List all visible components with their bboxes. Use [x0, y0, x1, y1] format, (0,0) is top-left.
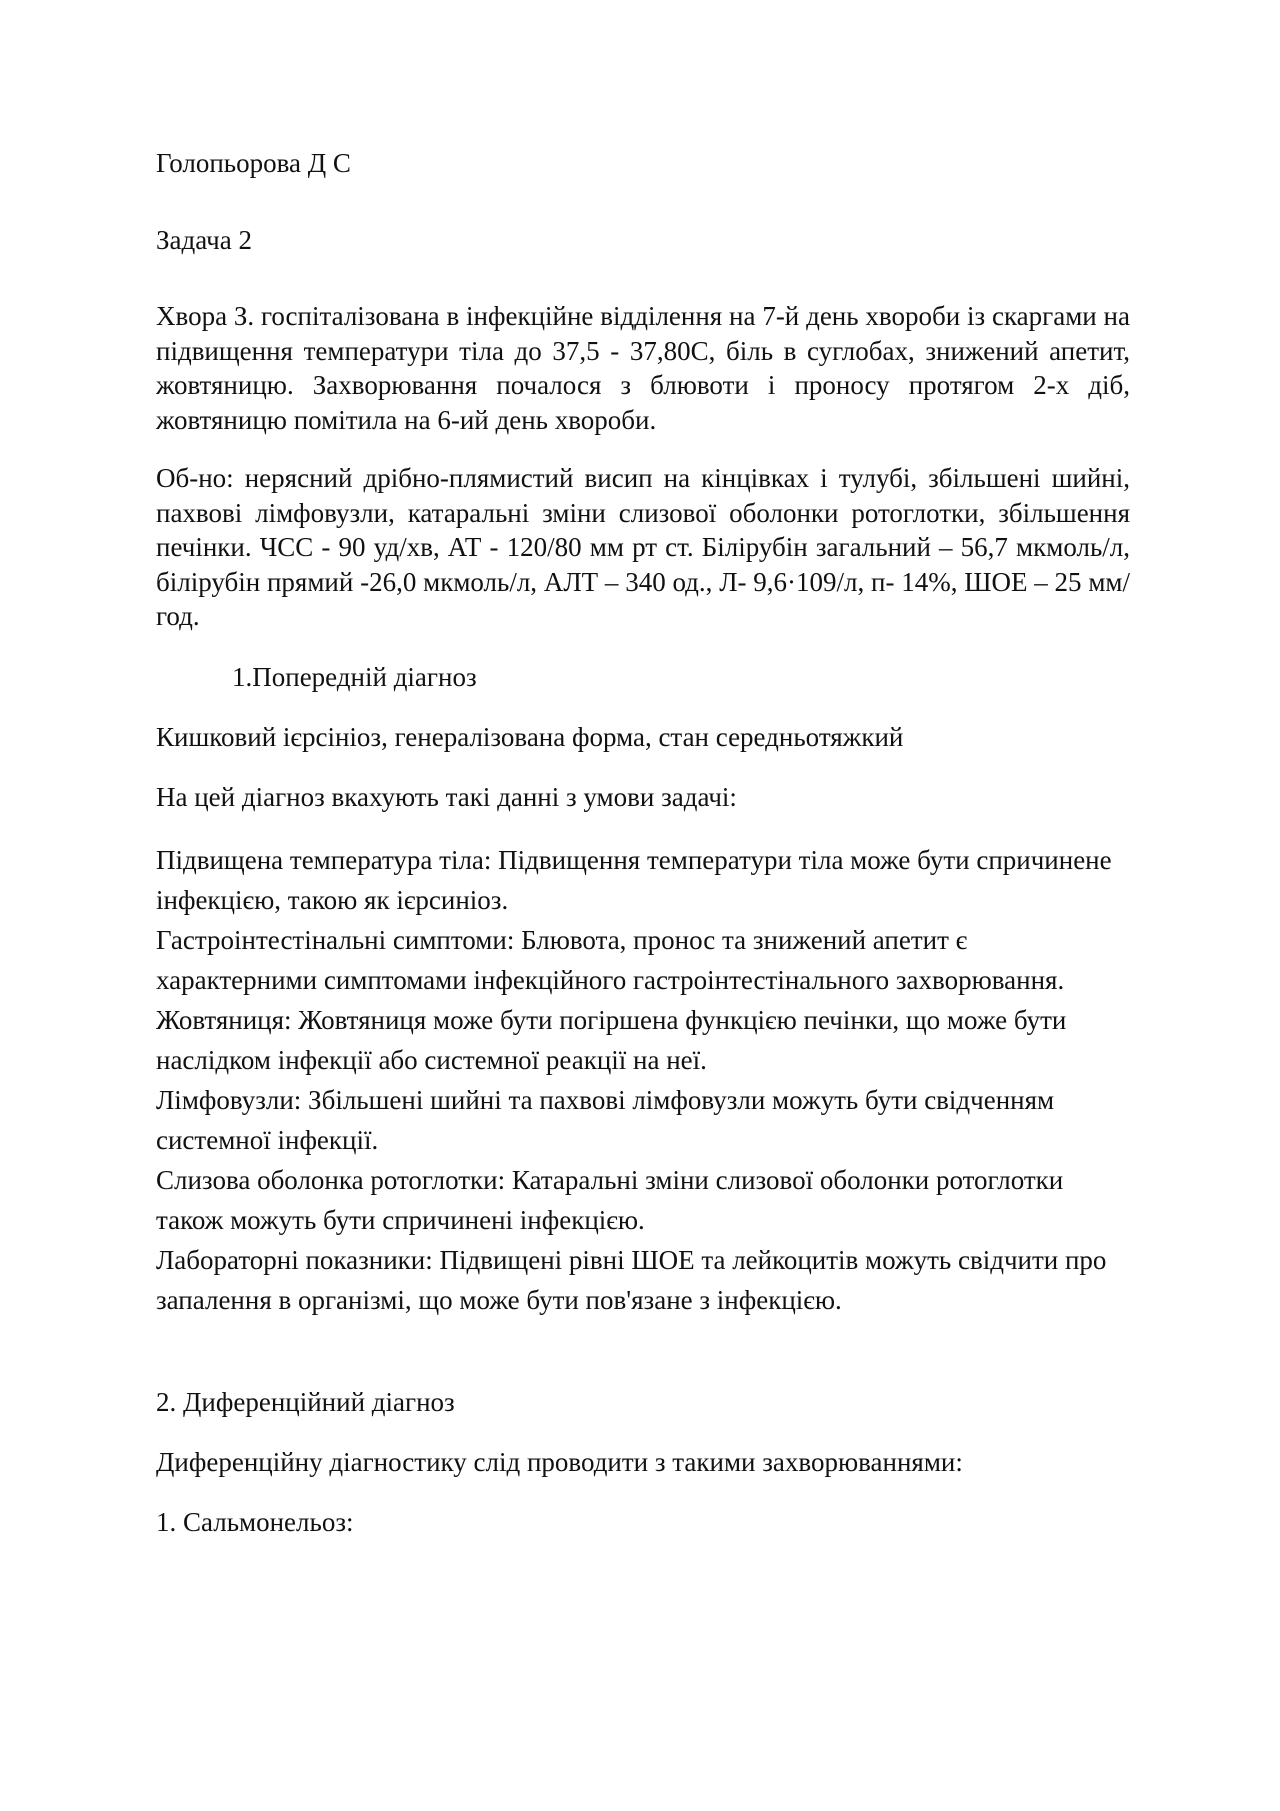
supporting-points-list: [156, 840, 1130, 1320]
spacer: [156, 634, 1130, 660]
spacer: [156, 814, 1130, 840]
spacer: [156, 1320, 1130, 1385]
differential-intro: Диференційну діагностику слід проводити з такими захворюваннями:: [156, 1446, 963, 1477]
spacer: [156, 694, 1130, 720]
spacer: [156, 180, 1130, 223]
differential-item: 1. Сальмонельоз:: [156, 1506, 354, 1537]
supporting-intro: На цей діагноз вкахують такі данні з умови задачі:: [156, 781, 737, 812]
task-title: Задача 2: [156, 225, 252, 255]
supporting-point: Жовтяниця: Жовтяниця може бути погіршена функцією печінки, що може бути наслідком інфекції або системної реакції на неї.: [156, 1004, 1067, 1075]
spacer: [156, 754, 1130, 780]
supporting-point: Слизова оболонка ротоглотки: Катаральні зміни слизової оболонки ротоглотки також можуть бути спричинені інфекцією.: [156, 1164, 1064, 1235]
diagnosis-text: Кишковий ієрсініоз, генералізована форма, стан середньотяжкий: [156, 721, 904, 752]
section-2-heading: 2. Диференційний діагноз: [156, 1386, 455, 1417]
spacer: [156, 1479, 1130, 1505]
case-paragraph-complaints: Хвора З. госпіталізована в інфекційне відділення на 7-й день хвороби із скаргами на підвищення температури тіла до 37,5 - 37,80С, біль в суглобах, знижений апетит, жовтяницю. Захворювання почалося з блювоти і проносу протягом 2-х діб, жовтяницю помітила на 6-ий день хвороби.: [156, 301, 1130, 435]
section-1-heading: 1.Попередній діагноз: [232, 661, 477, 692]
supporting-point: Підвищена температура тіла: Підвищення температури тіла може бути спричинене інфекцією, такою як ієрсиніоз.: [156, 844, 1112, 915]
author-name: Голопьорова Д С: [156, 148, 351, 178]
spacer: [156, 1419, 1130, 1445]
case-paragraph-examination: Об-но: нерясний дрібно-плямистий висип на кінцівках і тулубі, збільшені шийні, пахвові лімфовузли, катаральні зміни слизової оболонки ротоглотки, збільшення печінки. ЧСС - 90 уд/хв, АТ - 120/80 мм рт ст. Білірубін загальний – 56,7 мкмоль/л, білірубін прямий -26,0 мкмоль/л, АЛТ – 340 од., Л- 9,6·109/л, п- 14%, ШОЕ – 25 мм/год.: [156, 463, 1130, 631]
document-body: [156, 146, 1130, 1539]
spacer: [156, 437, 1130, 461]
spacer: [156, 257, 1130, 299]
supporting-point: Гастроінтестінальні симптоми: Блювота, пронос та знижений апетит є характерними симптомами інфекційного гастроінтестінального захворювання.: [156, 924, 1065, 995]
supporting-point: Лімфовузли: Збільшені шийні та пахвові лімфовузли можуть бути свідченням системної інфекції.: [156, 1084, 1055, 1155]
supporting-point: Лабораторні показники: Підвищені рівні ШОЕ та лейкоцитів можуть свідчити про запалення в організмі, що може бути пов'язане з інфекцією.: [156, 1244, 1107, 1315]
